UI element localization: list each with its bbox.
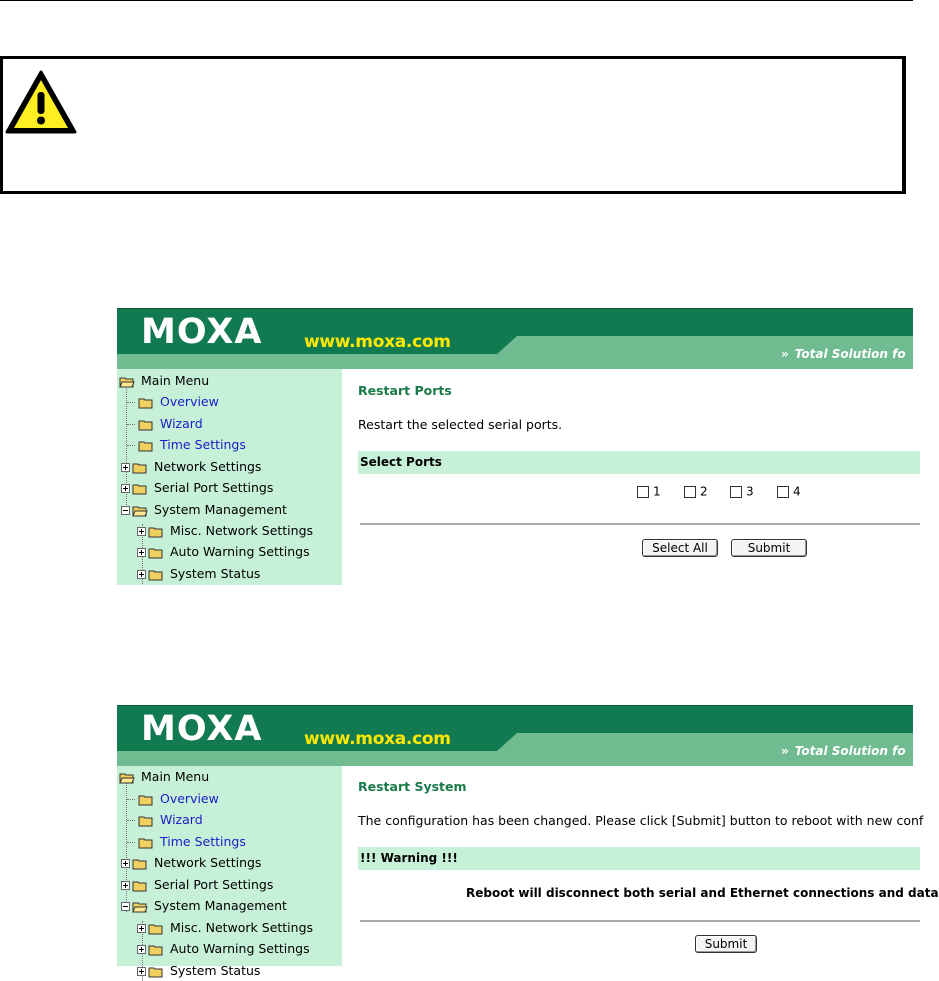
folder-icon (148, 526, 164, 538)
main-panel (342, 766, 939, 966)
menu-main[interactable] (119, 371, 209, 391)
menu-serial-port-settings[interactable] (121, 478, 273, 498)
menu-network-settings-label: Network Settings (154, 855, 262, 870)
menu-system-status-label: System Status (170, 566, 261, 581)
restart-ports-screenshot (117, 308, 913, 585)
menu-time-settings[interactable] (127, 832, 246, 852)
moxa-logo: MOXA (141, 709, 263, 749)
port-checkbox-4[interactable] (777, 484, 801, 499)
open-folder-icon (132, 505, 148, 517)
tagline-text: Total Solution fo (794, 347, 906, 361)
menu-auto-warning-settings[interactable] (137, 939, 310, 959)
restart-system-screenshot (117, 705, 939, 978)
checkbox-icon[interactable] (637, 486, 649, 498)
menu-auto-warning-settings-label: Auto Warning Settings (170, 941, 310, 956)
folder-icon (138, 815, 154, 827)
warning-triangle-icon (5, 69, 77, 135)
folder-icon (148, 569, 164, 581)
menu-overview[interactable] (127, 392, 219, 412)
folder-icon (148, 966, 164, 978)
checkbox-icon[interactable] (730, 486, 742, 498)
menu-main-label: Main Menu (141, 769, 210, 784)
open-folder-icon (119, 376, 135, 388)
page-title: Restart System (358, 779, 467, 794)
expand-plus-icon[interactable] (121, 881, 130, 890)
menu-serial-port-settings-label: Serial Port Settings (154, 480, 274, 495)
expand-plus-icon[interactable] (137, 570, 146, 579)
menu-system-status[interactable] (137, 961, 260, 981)
collapse-minus-icon[interactable] (121, 902, 130, 911)
menu-network-settings[interactable] (121, 457, 261, 477)
folder-icon (138, 837, 154, 849)
select-all-button[interactable]: Select All (642, 539, 718, 557)
menu-misc-network-settings[interactable] (137, 918, 313, 938)
menu-overview[interactable] (127, 789, 219, 809)
page-description: Restart the selected serial ports. (358, 417, 563, 432)
folder-icon (138, 440, 154, 452)
folder-icon (132, 483, 148, 495)
folder-icon (148, 944, 164, 956)
folder-icon (148, 923, 164, 935)
sidebar-menu (117, 766, 342, 978)
menu-overview-label: Overview (160, 394, 219, 409)
port-label: 4 (793, 484, 801, 499)
menu-time-settings[interactable] (127, 435, 246, 455)
menu-serial-port-settings[interactable] (121, 875, 273, 895)
menu-wizard-label: Wizard (160, 812, 203, 827)
menu-network-settings-label: Network Settings (154, 459, 262, 474)
folder-icon (132, 880, 148, 892)
sidebar-menu (117, 369, 342, 585)
menu-serial-port-settings-label: Serial Port Settings (154, 877, 274, 892)
port-checkbox-2[interactable] (684, 484, 708, 499)
folder-icon (132, 858, 148, 870)
main-panel (342, 369, 913, 585)
checkbox-icon[interactable] (684, 486, 696, 498)
menu-misc-network-settings[interactable] (137, 521, 313, 541)
expand-plus-icon[interactable] (137, 548, 146, 557)
port-checkbox-1[interactable] (637, 484, 661, 499)
divider (360, 523, 920, 525)
menu-misc-network-settings-label: Misc. Network Settings (170, 920, 314, 935)
open-folder-icon (119, 772, 135, 784)
banner-tagline (781, 346, 906, 362)
checkbox-icon[interactable] (777, 486, 789, 498)
menu-system-management[interactable] (121, 896, 287, 916)
port-checkbox-3[interactable] (730, 484, 754, 499)
chevron-icon: » (781, 347, 789, 361)
divider (360, 920, 920, 922)
expand-plus-icon[interactable] (137, 527, 146, 536)
moxa-banner (117, 308, 913, 369)
page-description: The configuration has been changed. Please click [Submit] button to reboot with new conf (358, 813, 924, 828)
menu-system-status-label: System Status (170, 963, 261, 978)
chevron-icon: » (781, 744, 789, 758)
open-folder-icon (132, 901, 148, 913)
section-header: Select Ports (358, 451, 920, 474)
menu-system-management[interactable] (121, 500, 287, 520)
menu-time-settings-label: Time Settings (160, 437, 246, 452)
moxa-banner (117, 705, 913, 766)
folder-icon (138, 397, 154, 409)
menu-system-status[interactable] (137, 564, 260, 584)
menu-network-settings[interactable] (121, 853, 261, 873)
expand-plus-icon[interactable] (137, 967, 146, 976)
menu-wizard[interactable] (127, 810, 203, 830)
menu-time-settings-label: Time Settings (160, 834, 246, 849)
folder-icon (138, 419, 154, 431)
menu-overview-label: Overview (160, 791, 219, 806)
expand-plus-icon[interactable] (137, 924, 146, 933)
page-title: Restart Ports (358, 383, 452, 398)
menu-main-label: Main Menu (141, 373, 210, 388)
menu-misc-network-settings-label: Misc. Network Settings (170, 523, 314, 538)
menu-main[interactable] (119, 767, 209, 787)
menu-auto-warning-settings[interactable] (137, 542, 310, 562)
section-header: !!! Warning !!! (358, 847, 920, 870)
expand-plus-icon[interactable] (121, 859, 130, 868)
folder-icon (138, 794, 154, 806)
tagline-text: Total Solution fo (794, 744, 906, 758)
top-rule (0, 0, 913, 1)
collapse-minus-icon[interactable] (121, 506, 130, 515)
submit-button[interactable]: Submit (731, 539, 807, 557)
folder-icon (132, 462, 148, 474)
moxa-url[interactable]: www.moxa.com (304, 332, 451, 352)
reboot-warning-text: Reboot will disconnect both serial and Ethernet connections and data (466, 886, 939, 900)
expand-plus-icon[interactable] (121, 463, 130, 472)
menu-wizard-label: Wizard (160, 416, 203, 431)
moxa-url[interactable]: www.moxa.com (304, 729, 451, 749)
submit-button[interactable]: Submit (695, 935, 757, 953)
port-label: 1 (653, 484, 661, 499)
menu-system-management-label: System Management (154, 898, 287, 913)
port-label: 3 (746, 484, 754, 499)
menu-system-management-label: System Management (154, 502, 287, 517)
caution-box (0, 56, 906, 194)
expand-plus-icon[interactable] (121, 484, 130, 493)
banner-tagline (781, 743, 906, 759)
expand-plus-icon[interactable] (137, 945, 146, 954)
menu-wizard[interactable] (127, 414, 203, 434)
moxa-logo: MOXA (141, 312, 263, 352)
port-label: 2 (700, 484, 708, 499)
menu-auto-warning-settings-label: Auto Warning Settings (170, 544, 310, 559)
folder-icon (148, 547, 164, 559)
